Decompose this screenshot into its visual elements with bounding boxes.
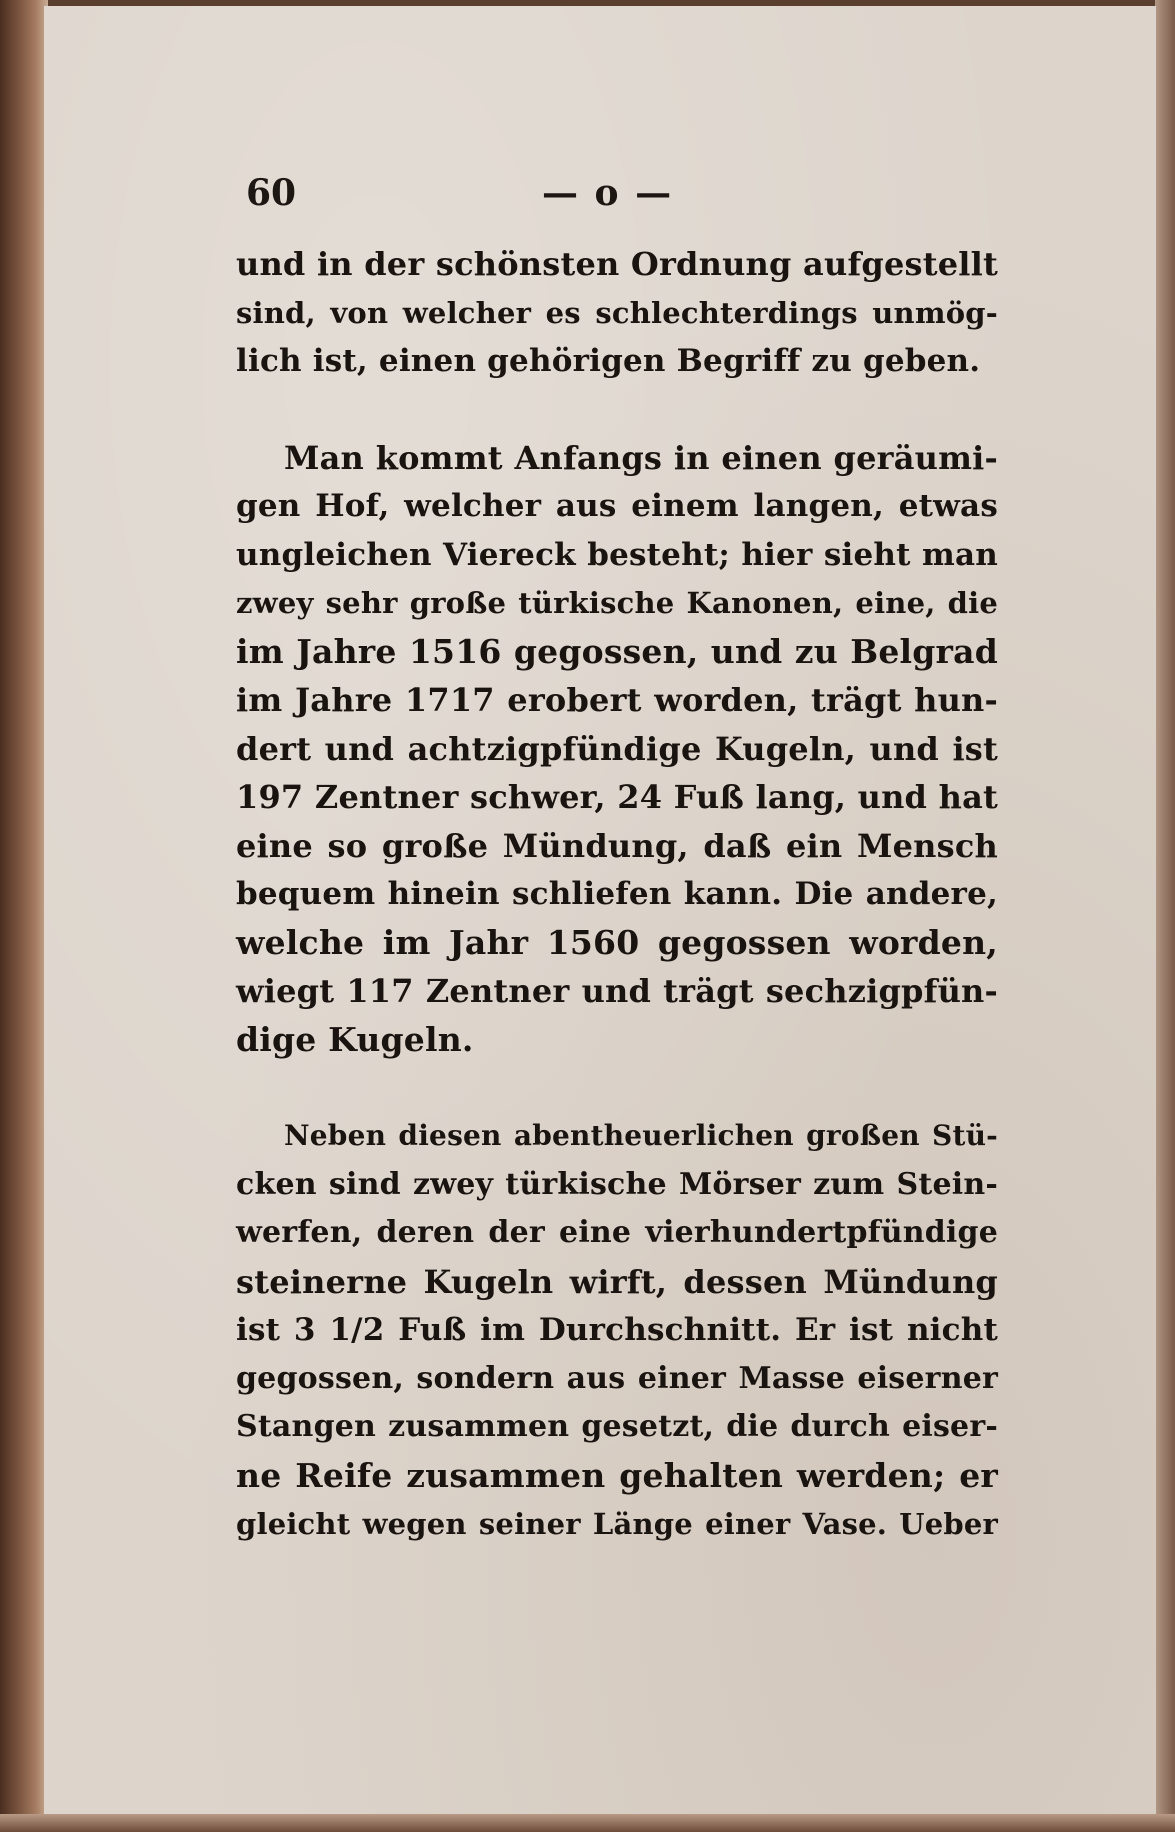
text-line: sind, von welcher es schlechterdings unmög- (236, 295, 998, 330)
text-line: cken sind zwey türkische Mörser zum Stein- (236, 1166, 998, 1202)
text-line: bequem hinein schliefen kann. Die andere, (236, 876, 998, 912)
text-line: Neben diesen abentheuerlichen großen Stü- (284, 1119, 998, 1152)
text-line: zwey sehr große türkische Kanonen, eine, die (236, 586, 998, 620)
paragraph-gap (236, 386, 998, 434)
text-line: ne Reife zusammen gehalten werden; er (236, 1455, 998, 1495)
text-line: gen Hof, welcher aus einem langen, etwas (236, 488, 998, 524)
header-ornament: — o — (542, 172, 674, 214)
page-edge-bottom (0, 1814, 1175, 1832)
text-line: lich ist, einen gehörigen Begriff zu geben. (236, 343, 981, 379)
text-line: gegossen, sondern aus einer Masse eiserner (236, 1360, 998, 1396)
text-line: Man kommt Anfangs in einen geräumi- (284, 438, 998, 477)
text-line: Stangen zusammen gesetzt, die durch eiser- (236, 1409, 998, 1444)
book-spine (0, 0, 48, 1832)
paragraph-gap (236, 1064, 998, 1112)
text-line: ungleichen Viereck besteht; hier sieht man (236, 536, 998, 573)
paragraph (236, 1112, 998, 1549)
text-line: im Jahre 1516 gegossen, und zu Belgrad (236, 631, 998, 671)
text-line: ist 3 1/2 Fuß im Durchschnitt. Er ist nicht (236, 1312, 998, 1348)
text-line: und in der schönsten Ordnung aufgestellt (236, 245, 998, 283)
text-line: werfen, deren der eine vierhundertpfündige (236, 1215, 998, 1250)
text-line: gleicht wegen seiner Länge einer Vase. Ueber (236, 1507, 998, 1541)
page-header (246, 172, 1006, 222)
text-line: 197 Zentner schwer, 24 Fuß lang, und hat (236, 778, 998, 816)
text-line: dige Kugeln. (236, 1019, 474, 1059)
paragraph (236, 434, 998, 1065)
text-line: wiegt 117 Zentner und trägt sechzigpfün- (236, 972, 998, 1010)
page-number: 60 (246, 172, 297, 214)
paragraph (236, 240, 998, 386)
text-line: im Jahre 1717 erobert worden, trägt hun- (236, 681, 998, 719)
text-line: eine so große Mündung, daß ein Mensch (236, 826, 998, 865)
text-line: welche im Jahr 1560 gegossen worden, (236, 922, 998, 962)
text-line: steinerne Kugeln wirft, dessen Mündung (236, 1262, 998, 1301)
body-text (236, 240, 998, 1549)
page-edge-right (1155, 0, 1175, 1832)
text-line: dert und achtzigpfündige Kugeln, und ist (236, 729, 998, 768)
